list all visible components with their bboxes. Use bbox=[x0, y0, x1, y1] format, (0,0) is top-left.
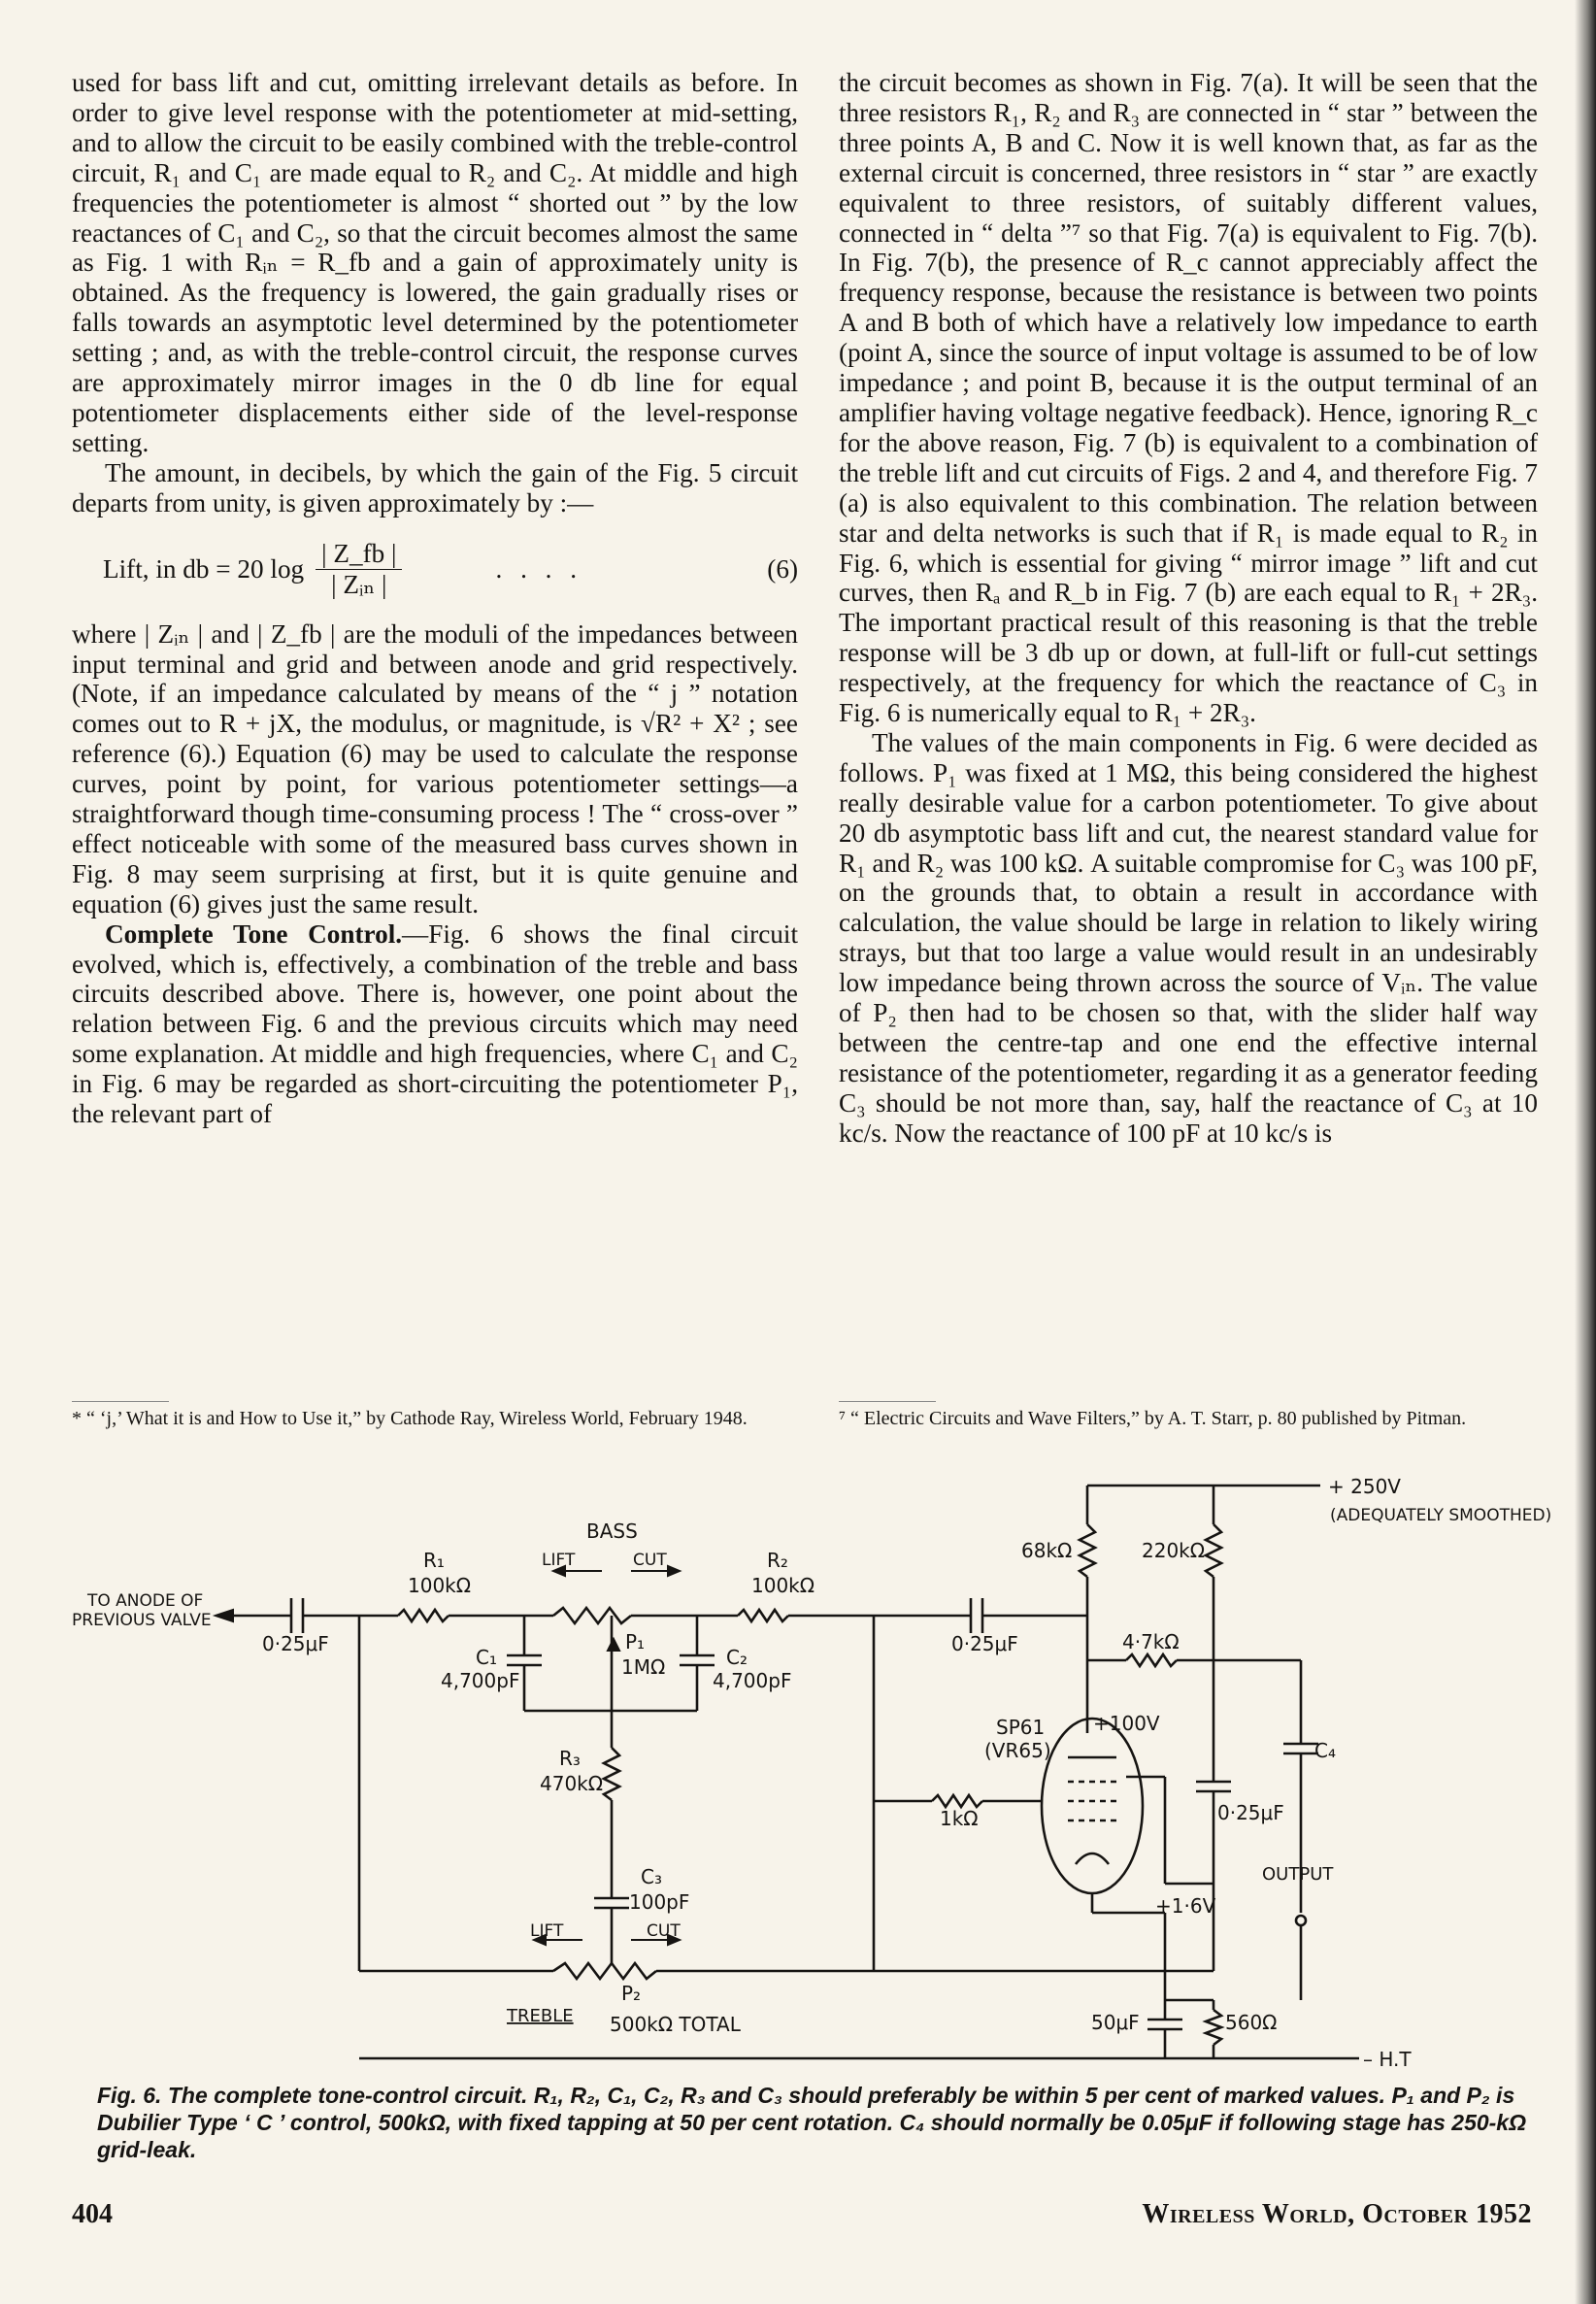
label-output: OUTPUT bbox=[1262, 1864, 1334, 1885]
label-16v: +1·6V bbox=[1155, 1894, 1216, 1918]
right-paragraph-1: the circuit becomes as shown in Fig. 7(a). It will be seen that the three resistors R₁, R₂ and R₃ are connected in “ star ” between the three points A, B and C. Now it is well known that, as far as the external circuit is concerned, three resistors in “ star ” are exactly equivalent to three resistors, of suitably different values, connected in “ delta ”⁷ so that Fig. 7(a) is equivalent to Fig. 7(b). In Fig. 7(b), the presence of R_c cannot appreciably affect the frequency response, because the resistance is between two points A and B both of which have a relatively low impedance to earth (point A, since the source of input voltage is assumed to be of low impedance ; and point B, because it is the output terminal of an amplifier having voltage negative feedback). Hence, ignoring R_c for the above reason, Fig. 7 (b) is equivalent to a combination of the treble lift and cut circuits of Figs. 2 and 4, and therefore Fig. 7 (a) is also equivalent to this combination. The relation between star and delta networks is such that if R₁ is made equal to R₂ in Fig. 6, which is essential for giving “ mirror image ” lift and cut curves, then Rₐ and R_b in Fig. 7 (b) are each equal to R₁ + 2R₃. The important practical result of this reasoning is that the treble response will be 3 db up or down, at full-lift or full-cut settings respectively, at the frequency for which the reactance of C₃ in Fig. 6 is numerically equal to R₁ + 2R₃. bbox=[839, 68, 1538, 728]
label-100v: +100V bbox=[1093, 1712, 1160, 1735]
label-r3: R₃ bbox=[559, 1747, 581, 1770]
label-c3-value: 100pF bbox=[629, 1890, 690, 1914]
left-paragraph-4 bbox=[72, 919, 798, 1129]
footnote-rule-right bbox=[839, 1401, 936, 1402]
label-p2: P₂ bbox=[621, 1982, 642, 2005]
left-paragraph-3: where | Zᵢₙ | and | Z_fb | are the moduli of the impedances between input terminal and grid and between anode and grid respectively. (Note, if an impedance calculated by means of the “ j ” notation comes out to R + jX, the modulus, or magnitude, is √R² + X² ; see reference (6).) Equation (6) may be used to calculate the response curves, point by point, for various potentiometer settings—a straightforward though time-consuming process ! The “ cross-over ” effect noticeable with some of the measured bass curves shown in Fig. 8 may seem surprising at first, but it is quite genuine and equation (6) gives just the same result. bbox=[72, 618, 798, 918]
label-valve-1: SP61 bbox=[996, 1716, 1046, 1739]
label-ht: – H.T bbox=[1363, 2048, 1412, 2071]
right-column bbox=[839, 68, 1538, 1149]
label-grid-cap: 0·25μF bbox=[951, 1632, 1018, 1655]
label-treble: TREBLE bbox=[507, 2006, 574, 2026]
running-head: Wireless World, October 1952 bbox=[1142, 2199, 1532, 2229]
label-lift-bottom: LIFT bbox=[530, 1921, 564, 1941]
label-valve-2: (VR65) bbox=[984, 1739, 1051, 1762]
label-input-cap: 0·25μF bbox=[262, 1632, 329, 1655]
label-r3-value: 470kΩ bbox=[540, 1772, 604, 1795]
label-r2-value: 100kΩ bbox=[751, 1574, 815, 1597]
circuit-diagram bbox=[0, 1456, 1596, 2078]
label-r1-value: 100kΩ bbox=[408, 1574, 472, 1597]
equation-6 bbox=[72, 524, 798, 616]
equation-lhs: Lift, in db = 20 log bbox=[103, 554, 305, 584]
label-input-1: TO ANODE OF bbox=[87, 1591, 204, 1611]
label-cut-top: CUT bbox=[633, 1551, 667, 1570]
equation-fraction bbox=[316, 539, 402, 600]
label-r1: R₁ bbox=[423, 1549, 445, 1572]
label-p1-value: 1MΩ bbox=[621, 1655, 666, 1679]
label-47k: 4·7kΩ bbox=[1122, 1630, 1180, 1653]
label-c1-value: 4,700pF bbox=[441, 1669, 520, 1692]
footnote-right: ⁷ “ Electric Circuits and Wave Filters,” by A. T. Starr, p. 80 published by Pitman. bbox=[839, 1408, 1467, 1429]
left-paragraph-2: The amount, in decibels, by which the gain of the Fig. 5 circuit departs from unity, is given approximately by :— bbox=[72, 457, 798, 518]
equation-leader-dots: . . . . bbox=[495, 554, 583, 584]
left-column bbox=[72, 68, 798, 1129]
left-paragraph-1: used for bass lift and cut, omitting irrelevant details as before. In order to give level response with the potentiometer at mid-setting, and to allow the circuit to be easily combined with the treble-control circuit, R₁ and C₁ are made equal to R₂ and C₂. At middle and high frequencies the potentiometer is almost “ shorted out ” by the low reactances of C₁ and C₂, so that the circuit becomes almost the same as Fig. 1 with Rᵢₙ = R_fb and a gain of approximately unity is obtained. As the frequency is lowered, the gain gradually rises or falls towards an asymptotic level determined by the potentiometer setting ; and, as with the treble-control circuit, the response curves are approximately mirror images in the 0 db line for equal potentiometer displacements either side of the level-response setting. bbox=[72, 68, 798, 457]
label-p1: P₁ bbox=[625, 1630, 646, 1653]
section-heading: Complete Tone Control. bbox=[105, 918, 403, 949]
label-c2: C₂ bbox=[726, 1646, 748, 1669]
label-r2: R₂ bbox=[767, 1549, 788, 1572]
label-1k: 1kΩ bbox=[940, 1807, 979, 1830]
label-560: 560Ω bbox=[1225, 2011, 1278, 2034]
label-bass: BASS bbox=[586, 1519, 638, 1543]
label-cut-bottom: CUT bbox=[647, 1921, 681, 1941]
equation-numerator: | Z_fb | bbox=[316, 539, 402, 570]
page-number: 404 bbox=[72, 2199, 113, 2229]
footnote-left: * “ ‘j,’ What it is and How to Use it,” by Cathode Ray, Wireless World, February 1948. bbox=[72, 1408, 748, 1429]
circuit-schematic bbox=[0, 1456, 1596, 2078]
label-c2-value: 4,700pF bbox=[713, 1669, 792, 1692]
label-68k: 68kΩ bbox=[1021, 1539, 1073, 1562]
footnote-rule-left bbox=[72, 1401, 169, 1402]
label-lift-top: LIFT bbox=[542, 1551, 576, 1570]
label-c1: C₁ bbox=[476, 1646, 497, 1669]
label-supply-note: (ADEQUATELY SMOOTHED) bbox=[1330, 1506, 1552, 1525]
label-p2-value: 500kΩ TOTAL bbox=[610, 2013, 741, 2036]
label-c4: C₄ bbox=[1314, 1739, 1336, 1762]
label-input-2: PREVIOUS VALVE bbox=[72, 1611, 212, 1630]
figure-caption: Fig. 6. The complete tone-control circuit. R₁, R₂, C₁, C₂, R₃ and C₃ should preferably be within 5 per cent of marked values. P₁ and P₂ is Dubilier Type ‘ C ’ control, 500kΩ, with fixed tapping at 50 per cent rotation. C₄ should normally be 0.05μF if following stage has 250-kΩ grid-leak. bbox=[97, 2083, 1527, 2162]
label-supply: + 250V bbox=[1328, 1475, 1401, 1498]
label-output-cap: 0·25μF bbox=[1217, 1801, 1284, 1824]
label-50uf: 50μF bbox=[1091, 2011, 1140, 2034]
left-paragraph-4-text: —Fig. 6 shows the final circuit evolved, which is, effectively, a combination of the treble and bass circuits described above. There is, however, one point about the relation between Fig. 6 and the previous circuits which may need some explanation. At middle and high frequencies, where C₁ and C₂ in Fig. 6 may be regarded as short-circuiting the potentiometer P₁, the relevant part of bbox=[72, 918, 798, 1129]
right-paragraph-2: The values of the main components in Fig. 6 were decided as follows. P₁ was fixed at 1 MΩ, this being considered the highest really desirable value for a carbon potentiometer. To give about 20 db asymptotic bass lift and cut, the nearest standard value for R₁ and R₂ was 100 kΩ. A suitable compromise for C₃ was 100 pF, on the grounds that, to obtain a result in accordance with calculation, the value should be large in relation to likely wiring strays, but that too large a value would result in an undesirably low impedance being thrown across the source of Vᵢₙ. The value of P₂ then had to be chosen so that, with the slider half way between the centre-tap and one end the effective internal resistance of the potentiometer, regarding it as a generator feeding C₃ should be not more than, say, half the reactance of C₃ at 10 kc/s. Now the reactance of 100 pF at 10 kc/s is bbox=[839, 727, 1538, 1148]
equation-denominator: | Zᵢₙ | bbox=[331, 570, 387, 600]
label-220k: 220kΩ bbox=[1142, 1539, 1206, 1562]
label-c3: C₃ bbox=[641, 1865, 662, 1888]
page-edge-shadow bbox=[1575, 0, 1596, 2304]
equation-number: (6) bbox=[767, 554, 798, 584]
